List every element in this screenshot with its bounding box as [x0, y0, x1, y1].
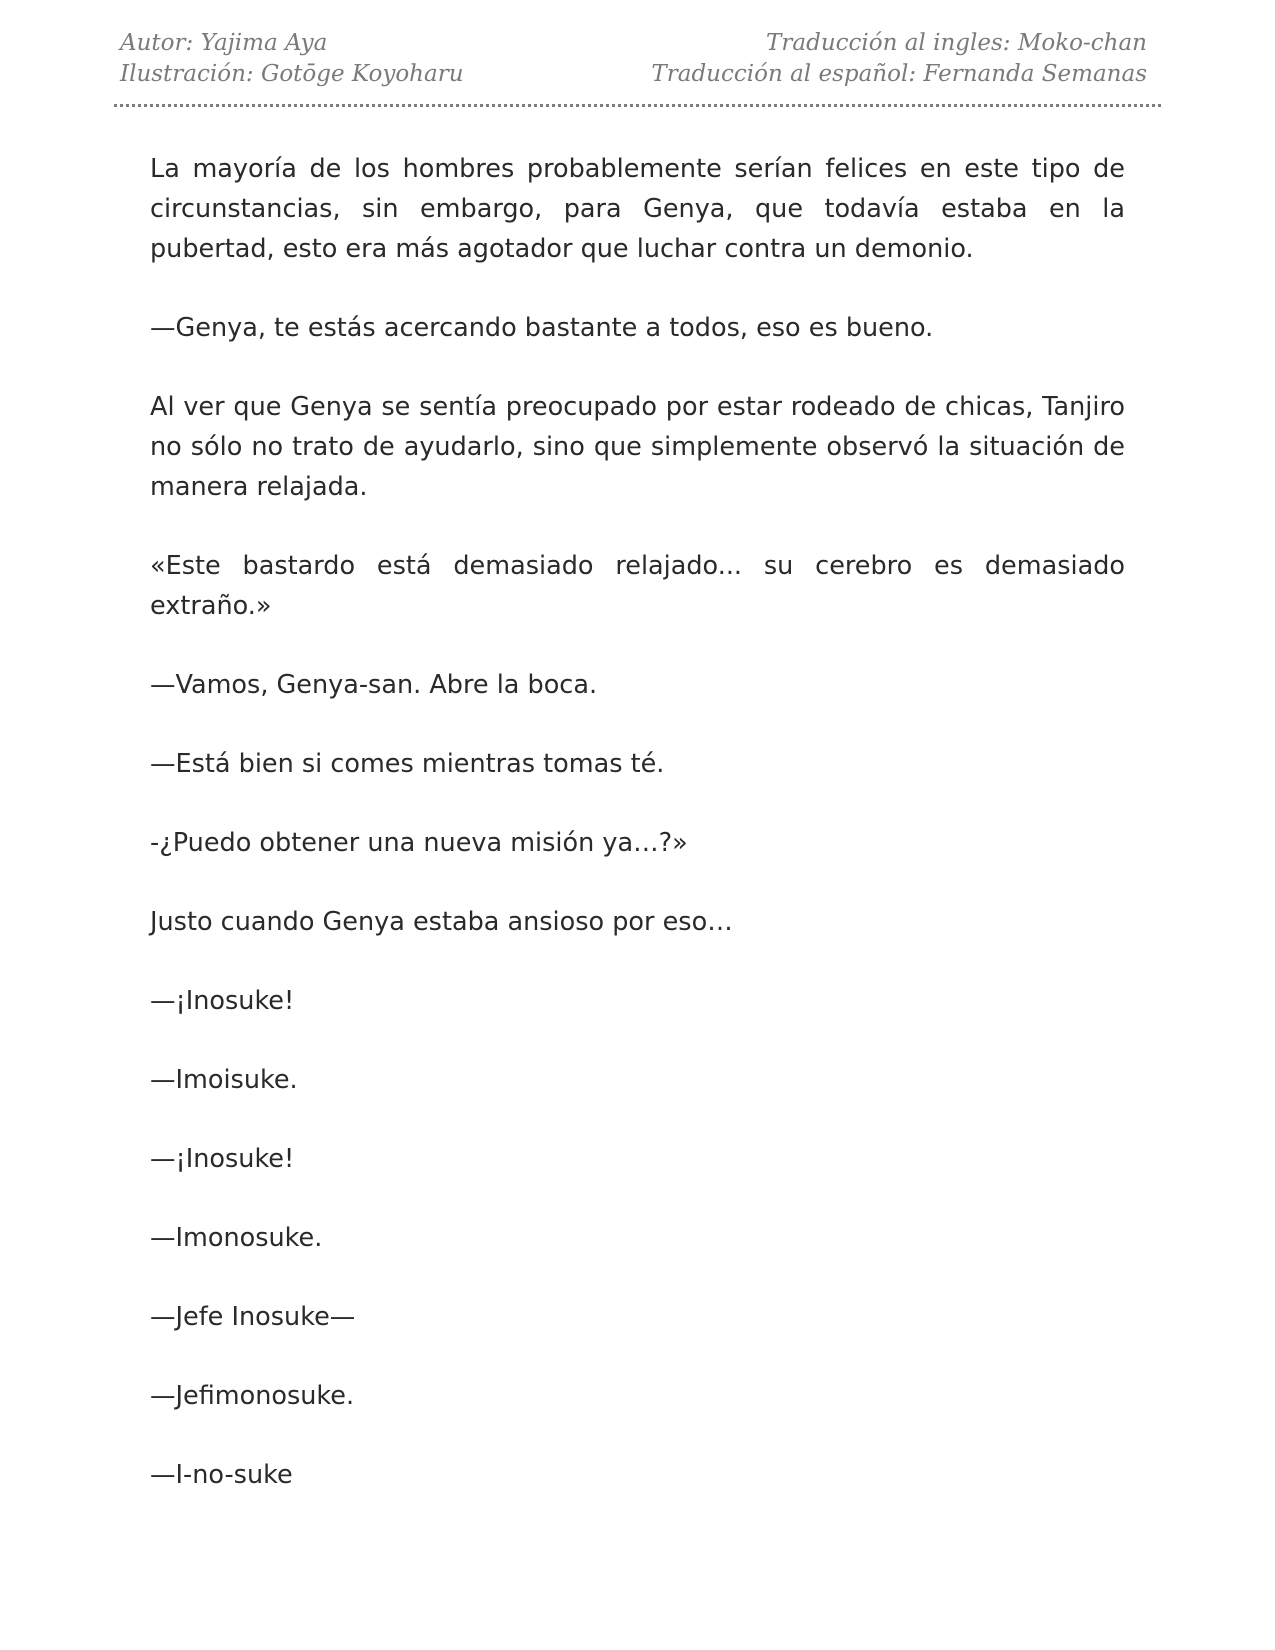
- credits-left: [120, 28, 464, 90]
- illustrator-credit: Ilustración: Gotōge Koyoharu: [120, 61, 464, 87]
- paragraph: «Este bastardo está demasiado relajado... su cerebro es demasiado extraño.»: [150, 551, 1125, 621]
- paragraph: —Genya, te estás acercando bastante a todos, eso es bueno.: [150, 313, 934, 343]
- paragraph: —Imonosuke.: [150, 1223, 323, 1253]
- page-header: [120, 28, 1147, 90]
- paragraph: —Vamos, Genya-san. Abre la boca.: [150, 670, 598, 700]
- page-body: [150, 149, 1125, 1495]
- paragraph: La mayoría de los hombres probablemente serían felices en este tipo de circunstancias, sin embargo, para Genya, que todavía estaba en la pubertad, esto era más agotador que luchar contra un demonio.: [150, 154, 1125, 264]
- credits-right: [651, 28, 1147, 90]
- paragraph: Justo cuando Genya estaba ansioso por eso…: [150, 907, 733, 937]
- paragraph: —I-no-suke: [150, 1460, 293, 1490]
- paragraph: —Jefe Inosuke—: [150, 1302, 356, 1332]
- header-divider: [114, 104, 1161, 107]
- paragraph: —Jefimonosuke.: [150, 1381, 355, 1411]
- author-credit: Autor: Yajima Aya: [120, 30, 328, 56]
- paragraph: —¡Inosuke!: [150, 1144, 295, 1174]
- paragraph: —¡Inosuke!: [150, 986, 295, 1016]
- paragraph: —Está bien si comes mientras tomas té.: [150, 749, 665, 779]
- english-translator-credit: Traducción al ingles: Moko-chan: [766, 30, 1147, 56]
- paragraph: —Imoisuke.: [150, 1065, 298, 1095]
- paragraph: -¿Puedo obtener una nueva misión ya…?»: [150, 828, 688, 858]
- paragraph: Al ver que Genya se sentía preocupado por estar rodeado de chicas, Tanjiro no sólo no trato de ayudarlo, sino que simplemente observó la situación de manera relajada.: [150, 392, 1125, 502]
- spanish-translator-credit: Traducción al español: Fernanda Semanas: [651, 61, 1147, 87]
